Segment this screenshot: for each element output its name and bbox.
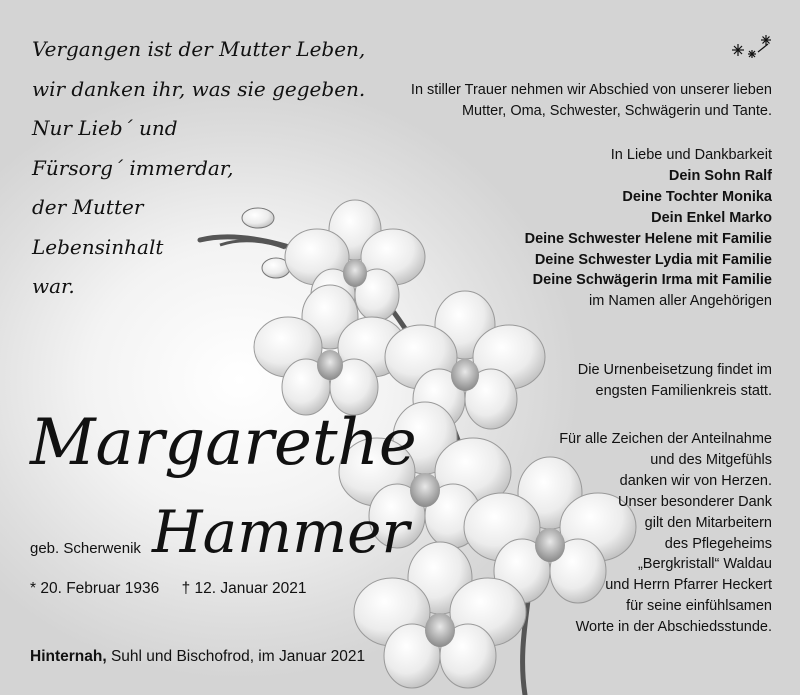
mourner-name: Deine Schwägerin Irma mit Familie (532, 272, 772, 289)
announcement (411, 80, 772, 122)
maiden-name: geb. Scherwenik (30, 540, 141, 557)
thanks-note (559, 429, 772, 638)
deceased-last-name: Hammer (152, 498, 410, 566)
burial-line: Die Urnenbeisetzung findet im (577, 362, 772, 378)
burial-line: engsten Familienkreis statt. (595, 382, 772, 399)
thanks-line: „Bergkristall“ Waldau (637, 556, 772, 573)
announcement-line: Mutter, Oma, Schwester, Schwägerin und Tante. (461, 102, 772, 119)
thanks-line: danken wir von Herzen. (619, 472, 772, 489)
thanks-line: des Pflegeheims (664, 535, 772, 552)
mourner-name: Deine Schwester Lydia mit Familie (534, 251, 772, 268)
poem-line: Nur Lieb´ und (32, 116, 178, 140)
death-date: † 12. Januar 2021 (181, 580, 307, 597)
thanks-line: gilt den Mitarbeitern (644, 514, 772, 531)
place-and-date (30, 648, 365, 666)
poem-line: Fürsorg´ immerdar, (32, 155, 234, 180)
mourner-name: Deine Schwester Helene mit Familie (524, 230, 772, 247)
mourner-name: Dein Enkel Marko (651, 209, 772, 226)
poem-line: wir danken ihr, was sie gegeben. (32, 76, 366, 101)
poem-line: der Mutter (32, 195, 144, 219)
thanks-line: Worte in der Abschiedsstunde. (575, 619, 772, 636)
thanks-line: für seine einfühlsamen (626, 598, 772, 615)
mourners-intro: In Liebe und Dankbarkeit (610, 147, 772, 163)
burial-note (578, 360, 772, 402)
announcement-line: In stiller Trauer nehmen wir Abschied von unserer lieben (410, 82, 772, 98)
mourner-name: Deine Tochter Monika (622, 188, 772, 205)
thanks-line: Unser besonderer Dank (618, 493, 772, 510)
thanks-line: Für alle Zeichen der Anteilnahme (559, 431, 772, 447)
life-dates (30, 580, 325, 598)
place-rest: Suhl und Bischofrod, im Januar 2021 (106, 648, 366, 665)
poem-line: war. (32, 274, 75, 298)
deceased-first-name: Margarethe (30, 406, 417, 480)
dandelion-seeds-icon (728, 30, 776, 62)
place-main: Hinternah, (30, 648, 107, 665)
thanks-line: und des Mitgefühls (650, 451, 772, 468)
poem-line: Lebensinhalt (32, 234, 164, 259)
thanks-line: und Herrn Pfarrer Heckert (605, 577, 772, 594)
mourners-list (525, 145, 772, 312)
mourner-name: Dein Sohn Ralf (668, 167, 772, 184)
mourners-outro: im Namen aller Angehörigen (589, 293, 772, 310)
birth-date: * 20. Februar 1936 (30, 580, 160, 597)
poem-line: Vergangen ist der Mutter Leben, (32, 37, 366, 61)
